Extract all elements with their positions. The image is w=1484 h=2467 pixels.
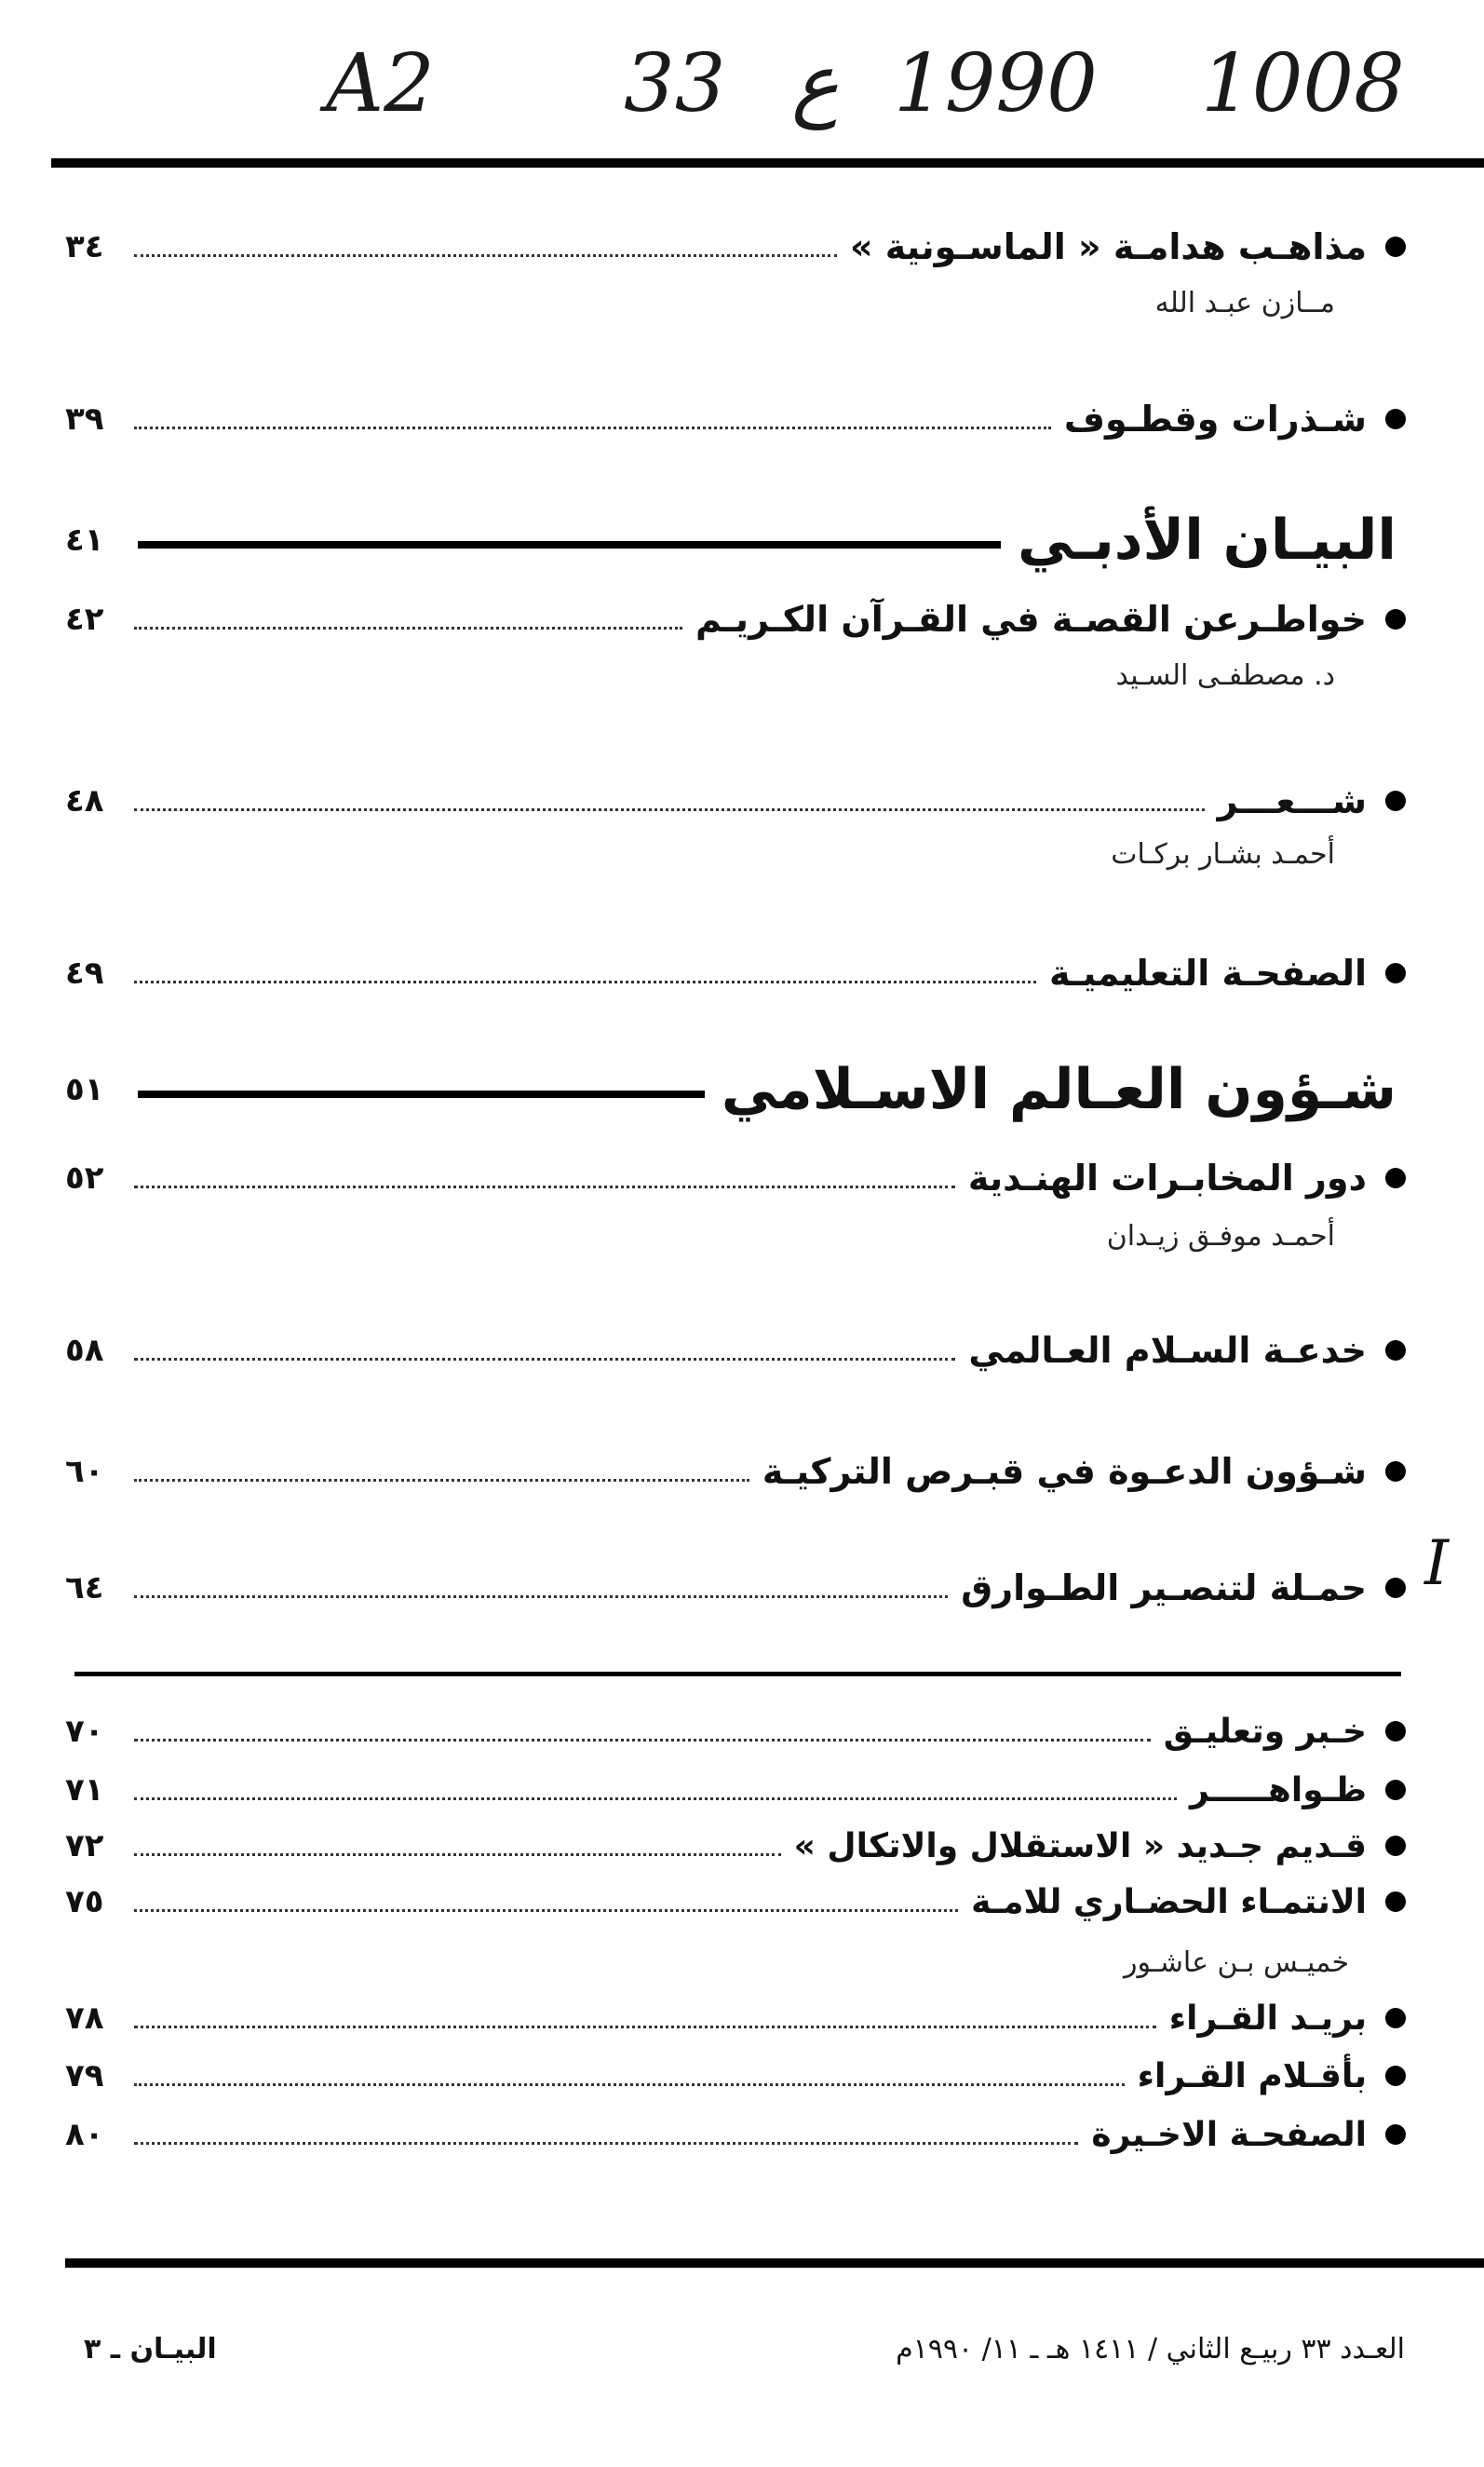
entry-page: ٨٠ (65, 2116, 104, 2153)
entry-author: أحمـد بشـار بركـات (1111, 838, 1335, 871)
toc-entry-aqlam[interactable] (65, 2049, 1406, 2103)
toc-entry-khabar[interactable] (65, 1704, 1406, 1758)
toc-entry-tawariq[interactable] (65, 1555, 1406, 1620)
toc-entry-shiir[interactable] (65, 768, 1406, 834)
bullet-icon (1385, 2008, 1406, 2028)
toc-entry-masonic[interactable] (65, 214, 1406, 279)
section-page: ٥١ (65, 1071, 104, 1108)
toc-entry-akhira[interactable] (65, 2108, 1406, 2162)
footer-issue-info: العـدد ٣٣ ربيـع الثاني / ١٤١١ هـ ـ ١١/ ١٩٩٠م (896, 2333, 1405, 2365)
dot-leader (134, 1478, 749, 1482)
dot-leader (134, 1908, 958, 1912)
handwritten-issue: 33 (624, 37, 726, 130)
handwritten-number: 1008 (1201, 37, 1405, 130)
entry-page: ٤٢ (65, 601, 104, 638)
dot-leader (134, 2025, 1156, 2028)
dot-leader (134, 1185, 955, 1188)
bullet-icon (1385, 791, 1406, 811)
entry-title: خـبر وتعليـق (1163, 1712, 1367, 1751)
entry-page: ٦٠ (65, 1453, 104, 1490)
handwritten-code: A2 (326, 37, 435, 130)
entry-page: ٧٠ (65, 1713, 104, 1750)
toc-entry-qadim[interactable] (65, 1819, 1406, 1873)
section-title: البيـان الأدبـي (1018, 508, 1396, 573)
entry-title: بريـد القـراء (1168, 1999, 1367, 2038)
dot-leader (134, 1594, 948, 1598)
entry-page: ٧٢ (65, 1827, 104, 1864)
dot-leader (134, 1852, 781, 1856)
entry-title: الصفحـة التعليميـة (1048, 953, 1367, 994)
toc-entry-zawahir[interactable] (65, 1763, 1406, 1817)
toc-entry-qubrus[interactable] (65, 1439, 1406, 1504)
toc-entry-khawatir[interactable] (65, 587, 1406, 652)
entry-title: خواطـرعن القصـة في القـرآن الكـريـم (695, 599, 1367, 640)
entry-page: ٦٤ (65, 1569, 104, 1606)
entry-author: أحمـد موفـق زيـدان (1106, 1220, 1335, 1253)
section-rule (138, 541, 1001, 549)
bullet-icon (1385, 1836, 1406, 1856)
top-rule (51, 158, 1484, 168)
footer-page-label: البيـان ـ ٣ (84, 2333, 217, 2365)
bullet-icon (1385, 963, 1406, 983)
entry-title: الانتمـاء الحضـاري للامـة (971, 1882, 1367, 1921)
bullet-icon (1385, 1578, 1406, 1598)
handwritten-year: 1990 (894, 37, 1098, 130)
entry-page: ٧١ (65, 1771, 104, 1809)
bullet-icon (1385, 609, 1406, 630)
handwritten-letter: ع (791, 37, 840, 130)
toc-entry-shadharat[interactable] (65, 386, 1406, 452)
entry-page: ٧٥ (65, 1883, 104, 1920)
section-heading-adabi (65, 494, 1396, 587)
entry-author: مــازن عبـد الله (1154, 287, 1335, 319)
bullet-icon (1385, 2066, 1406, 2086)
entry-page: ٤٩ (65, 955, 104, 992)
toc-entry-intimaa[interactable] (65, 1875, 1406, 1929)
bullet-icon (1385, 1780, 1406, 1800)
bottom-rule (65, 2258, 1484, 2268)
entry-title: خدعـة السـلام العـالمي (968, 1330, 1367, 1371)
section-rule (138, 1091, 705, 1098)
entry-title: دور المخابـرات الهنـدية (967, 1158, 1367, 1199)
bullet-icon (1385, 237, 1406, 257)
bullet-icon (1385, 1891, 1406, 1912)
section-title: شـؤون العـالم الاسـلامي (721, 1057, 1396, 1122)
entry-page: ٧٨ (65, 1999, 104, 2037)
toc-entry-khudaa[interactable] (65, 1318, 1406, 1383)
dot-leader (134, 426, 1051, 429)
section-page: ٤١ (65, 522, 104, 559)
dot-leader (134, 1738, 1151, 1742)
toc-entry-mukhabarat[interactable] (65, 1145, 1406, 1211)
bullet-icon (1385, 1340, 1406, 1361)
dot-leader (134, 1357, 955, 1361)
entry-title: شـــعـــر (1217, 780, 1367, 821)
entry-author: خميـس بـن عاشـور (1124, 1946, 1349, 1979)
bullet-icon (1385, 1168, 1406, 1188)
handwritten-margin-mark: I (1424, 1527, 1450, 1599)
middle-rule (74, 1672, 1401, 1676)
entry-title: شـؤون الدعـوة في قبـرص التركيـة (762, 1451, 1367, 1492)
dot-leader (134, 253, 837, 257)
dot-leader (134, 2141, 1078, 2145)
entry-page: ٤٨ (65, 782, 104, 820)
toc-entry-barid[interactable] (65, 1991, 1406, 2045)
bullet-icon (1385, 409, 1406, 429)
section-heading-alam-islami (65, 1043, 1396, 1136)
bullet-icon (1385, 1721, 1406, 1742)
entry-title: مذاهـب هدامـة « الماسـونية » (849, 226, 1367, 267)
dot-leader (134, 626, 682, 630)
dot-leader (134, 807, 1205, 811)
entry-page: ٥٢ (65, 1159, 104, 1197)
entry-title: ظـواهـــــر (1189, 1770, 1367, 1810)
entry-page: ٣٩ (65, 400, 104, 438)
entry-title: شـذرات وقطـوف (1063, 399, 1367, 440)
entry-page: ٣٤ (65, 228, 104, 265)
bullet-icon (1385, 2124, 1406, 2145)
dot-leader (134, 1796, 1177, 1800)
bullet-icon (1385, 1461, 1406, 1482)
entry-page: ٧٩ (65, 2057, 104, 2094)
entry-title: الصفحـة الاخـيرة (1091, 2115, 1367, 2154)
toc-entry-safha-taalimiya[interactable] (65, 941, 1406, 1006)
entry-title: قـديم جـديد « الاستقلال والاتكال » (793, 1826, 1367, 1865)
entry-author: د. مصطفـى السـيد (1115, 659, 1335, 692)
dot-leader (134, 980, 1036, 983)
entry-page: ٥٨ (65, 1332, 104, 1369)
dot-leader (134, 2082, 1125, 2086)
entry-title: حمـلة لتنصـير الطـوارق (961, 1567, 1367, 1608)
entry-title: بأقـلام القـراء (1137, 2056, 1367, 2095)
